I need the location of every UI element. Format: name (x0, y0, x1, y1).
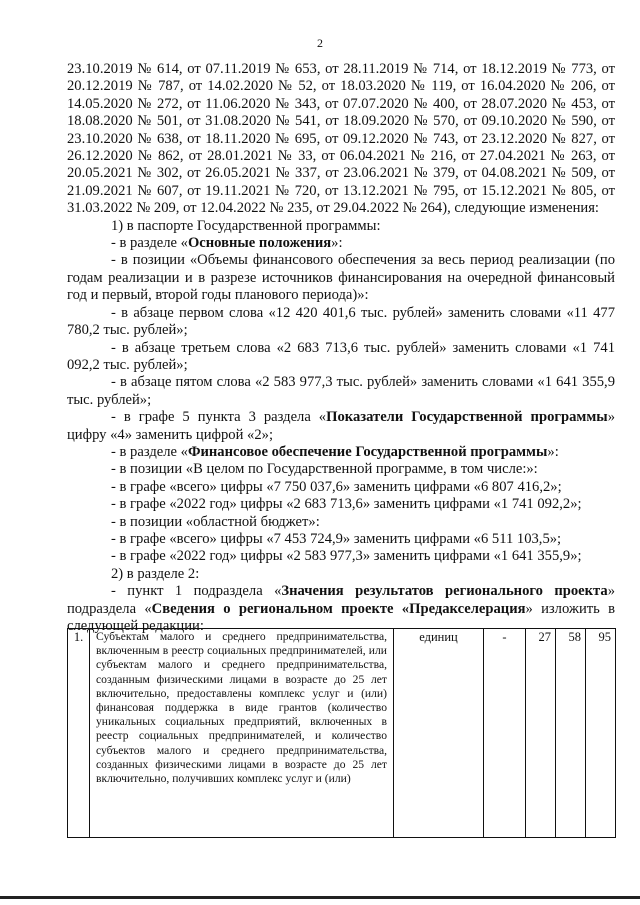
text-fragment: »: (547, 443, 559, 460)
item-regional-2022: - в графе «2022 год» цифры «2 583 977,3» заменить цифрами «1 641 355,9»; (111, 548, 582, 565)
item-section-main (67, 235, 615, 252)
text-fragment: - в графе 5 пункта 3 раздела « (111, 409, 327, 426)
base-value-cell: - (484, 629, 526, 838)
text-fragment: » изложить в следующей редакции: (67, 600, 615, 634)
item-paragraph-third: - в абзаце третьем слова «2 683 713,6 тыс. рублей» заменить словами «1 741 092,2 тыс. рублей»; (67, 339, 615, 373)
text-fragment: - пункт 1 подраздела « (111, 583, 282, 600)
bold-fragment: Показатели Государственной программы (326, 409, 608, 426)
value-cell: 58 (556, 629, 586, 838)
item-paragraph-first: - в абзаце первом слова «12 420 401,6 тыс. рублей» заменить словами «11 477 780,2 тыс. рублей»; (67, 304, 615, 339)
text-fragment: » подраздела « (67, 583, 615, 617)
table-row (68, 629, 616, 838)
document-body (67, 61, 615, 635)
item-position-total: - в позиции «В целом по Государственной программе, в том числе:»: (111, 461, 538, 478)
text-fragment: » цифру «4» заменить цифрой «2»; (67, 409, 615, 443)
text-fragment: - в разделе « (111, 235, 188, 252)
item-section-financing (67, 444, 615, 461)
item-position-regional: - в позиции «областной бюджет»: (111, 513, 320, 530)
scan-edge-line (0, 896, 640, 899)
bold-fragment: Значения результатов регионального проекта (281, 583, 608, 600)
item-position-volumes: - в позиции «Объемы финансового обеспечения за весь период реализации (по годам реализации и в разрезе источников финансирования на очередной финансовый год и первый, второй годы планового периода)»: (67, 252, 615, 304)
item-total-column: - в графе «всего» цифры «7 750 037,6» заменить цифрами «6 807 416,2»; (111, 478, 562, 495)
item-2022-column: - в графе «2022 год» цифры «2 683 713,6» заменить цифрами «1 741 092,2»; (111, 496, 582, 513)
bold-fragment: Сведения о региональном проекте «Предакселерация (151, 600, 526, 617)
results-table (67, 628, 616, 838)
bold-fragment: Финансовое обеспечение Государственной программы (187, 443, 548, 460)
item-section-2: 2) в разделе 2: (111, 565, 200, 582)
row-number-cell: 1. (68, 629, 90, 838)
text-fragment: - в разделе « (111, 443, 188, 460)
item-regional-total: - в графе «всего» цифры «7 453 724,9» заменить цифрами «6 511 103,5»; (111, 530, 562, 547)
item-column5 (67, 409, 615, 444)
page-number: 2 (317, 36, 323, 50)
value-cell: 95 (586, 629, 616, 838)
item-passport: 1) в паспорте Государственной программы: (111, 217, 381, 234)
bold-fragment: Основные положения (187, 235, 332, 252)
intro-paragraph: 23.10.2019 № 614, от 07.11.2019 № 653, от 28.11.2019 № 714, от 18.12.2019 № 773, от 20.12.2019 № 787, от 14.02.2020 № 52, от 18.03.2020 № 119, от 16.04.2020 № 206, от 14.05.2020 № 272, от 11.06.2020 № 343, от 07.07.2020 № 400, от 28.07.2020 № 453, от 18.08.2020 № 501, от 31.08.2020 № 541, от 18.09.2020 № 570, от 09.10.2020 № 590, от 23.10.2020 № 638, от 18.11.2020 № 695, от 09.12.2020 № 743, от 23.12.2020 № 827, от 26.12.2020 № 862, от 28.01.2021 № 33, от 06.04.2021 № 216, от 27.04.2021 № 263, от 20.05.2021 № 302, от 26.05.2021 № 337, от 23.06.2021 № 379, от 04.08.2021 № 509, от 21.09.2021 № 607, от 19.11.2021 № 720, от 13.12.2021 № 795, от 15.12.2021 № 805, от 31.03.2022 № 209, от 12.04.2022 № 235, от 29.04.2022 № 264), следующие изменения: (67, 61, 615, 217)
item-paragraph-fifth: - в абзаце пятом слова «2 583 977,3 тыс. рублей» заменить словами «1 641 355,9 тыс. рублей»; (67, 374, 615, 408)
text-fragment: »: (331, 235, 343, 252)
unit-cell: единиц (394, 629, 484, 838)
description-cell: Субъектам малого и среднего предпринимательства, включенным в реестр социальных предпринимателей, или субъектам малого и среднего предпринимательства, созданным физическими лицами в возрасте до 25 лет включительно, предоставлены комплекс услуг и (или) финансовая поддержка в виде грантов (количество уникальных социальных предприятий, включенных в реестр социальных предпринимателей, и количество субъектов малого и среднего предпринимательства, созданных физическими лицами в возрасте до 25 лет включительно, получивших комплекс услуг и (или) (90, 629, 394, 838)
value-cell: 27 (526, 629, 556, 838)
